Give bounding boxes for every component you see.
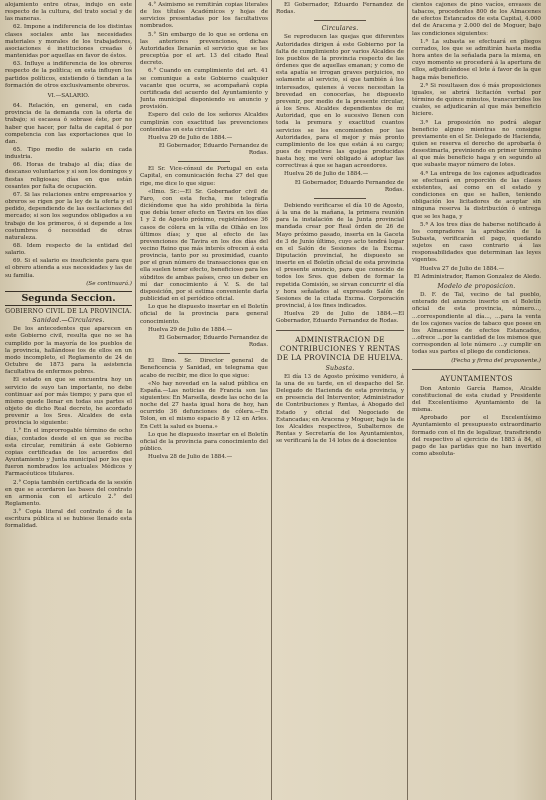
paragraph: Lo que he dispuesto insertar en el Boletín oficial de la provincia para conocimiento del público. bbox=[140, 431, 268, 453]
administration-heading: ADMINISTRACION DE CONTRIBUCIONES Y RENTAS DE LA PROVINCIA DE HUELVA. bbox=[276, 334, 404, 362]
paragraph: 4.° Asimismo se remitirán copias literales de los títulos Académicos y hojas de servicios presentadas por los facultativos nombrados. bbox=[140, 2, 268, 30]
government-heading: GOBIERNO CIVIL DE LA PROVINCIA. bbox=[5, 307, 132, 315]
date-line: Huelva 28 de Julio de 1884.— bbox=[148, 454, 233, 461]
paragraph: cientos cajones de pino vacíos, envases de tabacos, procedentes 800 de los Almacenes de efectos Estancados de esta Capital, 4.000 del de Aracena y 2.000 del de Moguer, bajo las condiciones siguientes: bbox=[412, 2, 541, 37]
section-title: Segunda Seccion. bbox=[5, 291, 132, 306]
paragraph: «No hay novedad en la salud pública en España.—Las noticias de Francia son las siguientes: En Marsella, desde las ocho de la noche del 27 hasta igual hora de hoy, han ocurrido 36 defunciones de cólera.—En Tolon, en el mismo espacio 8 y 12 en Arles. En Cett la salud es buena.» bbox=[140, 380, 268, 430]
column-1 bbox=[5, 0, 132, 800]
paragraph: 3.ª La proposición no podrá alegar beneficio alguno mientras no consigne previamente en el Sr. Delegado de Hacienda, quien se reserva el derecho de aprobarla ó desestimarla, previniendo en primer término al que más beneficio haga y en segundo al que subaste mayor número de lotes. bbox=[412, 119, 541, 169]
subsection-heading: Circulares. bbox=[321, 25, 359, 33]
paragraph: 64. Relación, en general, en cada provincia de la demanda con la oferta de trabajo; si escasea ó sobrase éste, por no haber que hacer, por falta de capital ó por competencia con las exportaciones que lo dan. bbox=[5, 103, 132, 145]
continued-note: (Se continuará.) bbox=[86, 280, 132, 287]
form-note: (Fecha y firma del proponente.) bbox=[451, 357, 541, 364]
paragraph: 65. Tipo medio de salario en cada industria. bbox=[5, 146, 132, 161]
paragraph: El Sr. Vice-cónsul de Portugal en esta Capital, en comunicación fecha 27 del que rige, me dice lo que sigue: bbox=[140, 166, 268, 187]
paragraph: 2.ª Si resultasen dos ó más proposiciones iguales, se abrirá licitación verbal por término de quince minutos, transcurridos los cuales, se adjudicarán al que más beneficio hiciere. bbox=[412, 82, 541, 118]
ayuntamientos-heading: AYUNTAMIENTOS bbox=[440, 373, 513, 383]
subsection-heading: Subasta. bbox=[325, 364, 355, 372]
signature: El Administrador, Ramon Gonzalez de Aledo. bbox=[413, 273, 541, 280]
paragraph: 3.° Copia literal del contrato ó de la escritura pública si se hubiese llenado esta formalidad. bbox=[5, 509, 132, 530]
paragraph: Se reproducen las quejas que diferentes Autoridades dirigen á este Gobierno por la falta de cumplimiento por varios Alcaldes de los pueblos de la provincia respecto de las órdenes que de aquellas emanan; y como de esta apatía se irrogan graves perjuicios, no solamente al servicio, sí que también á los interesados, quienes á veces necesitan la brevedad en conocerlas, he dispuesto prevenir, por medio de la presente circular, á los Sres. Alcaldes dependientes de mi Autoridad, que en lo sucesivo llenen con toda la premura y exactitud cuantos servicios se les encomienden por las Autoridades, para el mejor y más pronto cumplimiento de los que están á su cargo; pues de repetirse las quejas producidas hasta hoy, me veré obligado á adoptar las correctivas á que se hagan acreedores. bbox=[276, 34, 404, 170]
section-heading: VI.—SALARIO. bbox=[47, 92, 90, 99]
paragraph: «Ilmo. Sr.:—El Sr. Gobernador civil de Faro, con esta fecha, me telegrafía diciéndome que ha sido prohibida la féria que debía tener efecto en Tavira en los días 1 y 2 de Agosto próximo, registrándose 36 casos de cólera en la villa de Olhão en los últimos días; y que al efecto de las prevenciones de Tavira en los dos días del vecino Reino que más interés ofrecen á esta provincia, tanto por su proximidad, cuanto por el gran número de transacciones que en ella suelen tener efecto, beneficioso para los súbditos de ambas países, creo un deber en mí dar conocimiento á V. S. de tal disposición, por si estima conveniente darla publicidad en el periódico oficial. bbox=[140, 188, 268, 303]
paragraph: 6.° Cuando en cumplimiento del art. 41 se comunique a este Gobierno cualquier vacante que ocurra, se acompañará copia certificada del acuerdo del Ayuntamiento y Junta municipal disponiendo su anuncio y provisión. bbox=[140, 68, 268, 111]
paragraph: Aprobado por el Excelentísimo Ayuntamiento el presupuesto extraordinario formado con el fin de legalizar, transfiriendo del respectivo al ejercicio de 1883 á 84, el pago de las partidas que no han invertido como absoluta- bbox=[412, 415, 541, 458]
paragraph: Lo que he dispuesto insertar en el Boletín oficial de la provincia para general conocimiento. bbox=[140, 304, 268, 325]
column-2 bbox=[140, 0, 268, 800]
paragraph: 66. Horas de trabajo al día; días de descanso voluntarios y si son los domingos y fiestas religiosas; días en que están cesantes por falta de ocupación. bbox=[5, 162, 132, 190]
date-line: Huelva 29 de Julio de 1884.— bbox=[148, 134, 233, 141]
subsection-heading: Modelo de proposicion. bbox=[437, 282, 516, 290]
divider bbox=[178, 161, 229, 162]
paragraph: 5.° Sin embargo de lo que se ordena en las anteriores prevenciones, dichas Autoridades llenarán el servicio que se les preceptúa por el art. 13 del citado Real decreto. bbox=[140, 31, 268, 67]
divider bbox=[276, 330, 404, 331]
column-4 bbox=[412, 0, 541, 800]
date-line: Huelva 26 de Julio de 1884.— bbox=[284, 171, 369, 178]
column-rule bbox=[407, 0, 408, 800]
signature: El Gobernador, Eduardo Fernandez de Rodas. bbox=[294, 179, 404, 193]
divider bbox=[314, 20, 365, 21]
paragraph: D. F. de Tal, vecino de tal pueblo, enterado del anuncio inserto en el Boletín oficial de esta provincia, número..., ...correspondiente al día..., ...para la venta de los cajones vacíos de tabaco que posee en los Almacenes de efectos Estancados, ...ofrece ...por la cantidad de los mismos que corresponden al lote número ...y cumplir en todas sus partes el pliego de condiciones. bbox=[412, 292, 541, 356]
paragraph: alojamiento entre otras, indujo en este respecto de la cultura, del trato social y de las maneras. bbox=[5, 2, 132, 23]
column-3 bbox=[276, 0, 404, 800]
paragraph: 1.° En el improrrogable término de ocho días, contados desde el en que se reciba esta circular, remitirán á este Gobierno copias certificadas de los acuerdos del Ayuntamiento y Junta municipal por los que fueron nombrados los actuales Médicos y Farmacéuticos titulares. bbox=[5, 428, 132, 478]
column-rule bbox=[271, 0, 272, 800]
paragraph: Espero del celo de los señores Alcaldes cumplirán con exactitud las prevenciones contenidas en esta circular. bbox=[140, 112, 268, 133]
date-line: Huelva 29 de Julio de 1884.— bbox=[148, 326, 233, 333]
signature: El Gobernador, Eduardo Fernandez de Rodas. bbox=[158, 142, 268, 157]
signature: El Gobernador, Eduardo Fernandez de Rodas. bbox=[276, 2, 404, 16]
column-rule bbox=[135, 0, 136, 800]
date-line: Huelva 27 de Julio de 1884.— bbox=[420, 265, 505, 272]
paragraph: 63. Influye a indiferencia de los obreros respecto de la política; en esta influyen los partidos políticos, existiendo ó tiendan a la formación de otros exclusivamente obreros. bbox=[5, 61, 132, 89]
signature: El Gobernador, Eduardo Fernandez de Rodas. bbox=[158, 334, 268, 349]
paragraph: 68. Idem respecto de la entidad del salario. bbox=[5, 243, 132, 257]
paragraph: Debiendo verificarse el día 10 de Agosto, á la una de la mañana, la primera reunión para la instalación de la Junta provincial mandada crear por Real órden de 26 de Mayo próximo pasado, inserta en la Gaceta de 3 de Junio último, cuyo acto tendrá lugar en el Salón de Sesiones de la Excma. Diputación provincial, he dispuesto se inserte en el Boletín oficial de esta provincia el presente anuncio, para que conocido de todos los Sres. que deben de formar la repetida Comisión, se sirvan concurrir el día y hora señalados al expresado Salón de Sesiones de la citada Excma. Corporación provincial, á los fines indicados. bbox=[276, 202, 404, 310]
paragraph: 62. Impone a indiferencia de los distintas clases sociales ante las necesidades materiales y morales de los trabajadores, asociaciones é instituciones creadas ó mantenidas por aquellas en favor de éstos. bbox=[5, 24, 132, 60]
paragraph: 69. Si el salario es insuficiente para que el obrero atienda a sus necesidades y las de su familia. bbox=[5, 258, 132, 279]
divider bbox=[178, 353, 229, 354]
date-line: Huelva 29 de Julio de 1884.—El Gobernador, Eduardo Fernandez de Rodas. bbox=[276, 311, 404, 325]
paragraph: 67. Si las relaciones entre empresarios y obreros se rigen por la ley de la oferta y el pedido, dependiendo de las oscilaciones del mercado; si son los segundos obligados a su trabajo de los primeros, ó si depende a los costumbres ó necesidad de otras naturaleza. bbox=[5, 191, 132, 241]
divider bbox=[314, 198, 365, 199]
paragraph: El estado en que se encuentra hoy un servicio de suyo tan importante, no debe continuar así por más tiempo; y para que el mismo quede llenar en todas sus partes el objeto de dicho Real decreto, he acordado prevenir a los Sres. Alcaldes de esta provincia lo siguiente: bbox=[5, 377, 132, 427]
paragraph: De los antecedentes que aparecen en este Gobierno civil, resulta que no se ha cumplido por la mayoría de los pueblos de la provincia, hallándose los de ellos en un modo incompleto, el Reglamento de 24 de Octubre de 1873 para la asistencia facultativa de enfermos pobres. bbox=[5, 326, 132, 376]
paragraph: 5.ª A los tres días de haberse notificado á los compradores la aprobación de la Subasta, verificarán el pago, quedando sujetos en caso contrario á las responsabilidades que determinan las leyes vigentes. bbox=[412, 221, 541, 264]
subsection-heading: Sanidad.—Circulares. bbox=[32, 317, 105, 325]
paragraph: 4.ª La entrega de los cajones adjudicados se efectuará en proporción de las clases existentes, así como en el estado y condiciones en que se hallen, teniendo obligación los licitadores de aceptar sin ninguna reserva la distribución ó entrega que se les haga, y bbox=[412, 170, 541, 220]
paragraph: Don Antonio García Ramos, Alcalde constitucional de esta ciudad y Presidente del Excelentísimo Ayuntamiento de la misma. bbox=[412, 385, 541, 414]
paragraph: El Ilmo. Sr. Director general de Beneficencia y Sanidad, en telegrama que acabo de recibir, me dice lo que sigue: bbox=[140, 358, 268, 379]
divider bbox=[412, 369, 541, 370]
paragraph: 1.ª La subasta se efectuará en pliegos cerrados, los que se admitirán hasta media hora antes de la señalada para la misma, en cuyo momento se procederá á la apertura de ellos, adjudicándose el lote á favor de la que haga más beneficio. bbox=[412, 38, 541, 81]
paragraph: 2.° Copia también certificada de la sesión en que se acordaron las bases del contrato en armonía con el artículo 2.° del Reglamento. bbox=[5, 479, 132, 507]
paragraph: El día 13 de Agosto próximo venidero, á la una de su tarde, en el despacho del Sr. Delegado de Hacienda de esta provincia, y en presencia del Interventor, Administrador de Contribuciones y Rentas, á Abogado del Estado y oficial del Negociado de Estancadas; en Aracena y Moguer, bajo la de los Alcaldes respectivos, Subalternos de Rentas y Secretaría de los Ayuntamientos, se verificará la de 14 lotes de á doscientos bbox=[276, 373, 404, 445]
